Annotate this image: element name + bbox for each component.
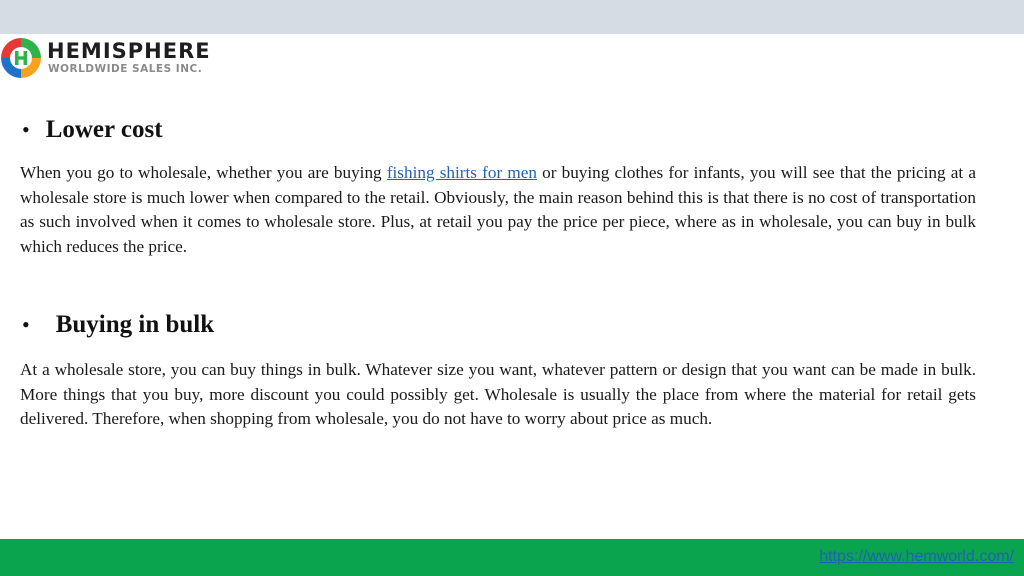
section-heading-buying-in-bulk [22, 310, 214, 340]
footer-bar [0, 539, 1024, 576]
paragraph-buying-in-bulk: At a wholesale store, you can buy things in bulk. Whatever size you want, whatever pattern or design that you want can be made in bulk. More things that you buy, more discount you could possibly get. Wholesale is usually the place from where the material for retail gets delivered. Therefore, when shopping from wholesale, you do not have to worry about price as much. [20, 360, 976, 429]
heading-text: Buying in bulk [55, 311, 215, 338]
brand-name: HEMISPHERE [47, 39, 211, 63]
brand-logo[interactable] [0, 37, 230, 79]
paragraph-text: or buying clothes for infants, you will see that the pricing at a wholesale store is much lower when compared to the retail. Obviously, the main reason behind this is that there is no cost of transportation as such involved when it comes to wholesale store. Plus, at retail you pay the price per piece, where as in wholesale, you can buy in bulk which reduces the price. [20, 163, 976, 256]
top-banner [0, 0, 1024, 34]
brand-tagline: WORLDWIDE SALES INC. [48, 63, 203, 75]
heading-text: Lower cost [45, 116, 163, 143]
bullet-point: • [22, 117, 30, 142]
paragraph-lower-cost [20, 161, 976, 259]
section-heading-lower-cost [22, 115, 163, 145]
bullet-point: • [22, 312, 30, 337]
hemisphere-logo-icon [0, 37, 42, 79]
website-link[interactable]: https://www.hemworld.com/ [819, 548, 1014, 565]
paragraph-text: When you go to wholesale, whether you are buying [20, 163, 387, 182]
fishing-shirts-link[interactable]: fishing shirts for men [386, 163, 537, 182]
